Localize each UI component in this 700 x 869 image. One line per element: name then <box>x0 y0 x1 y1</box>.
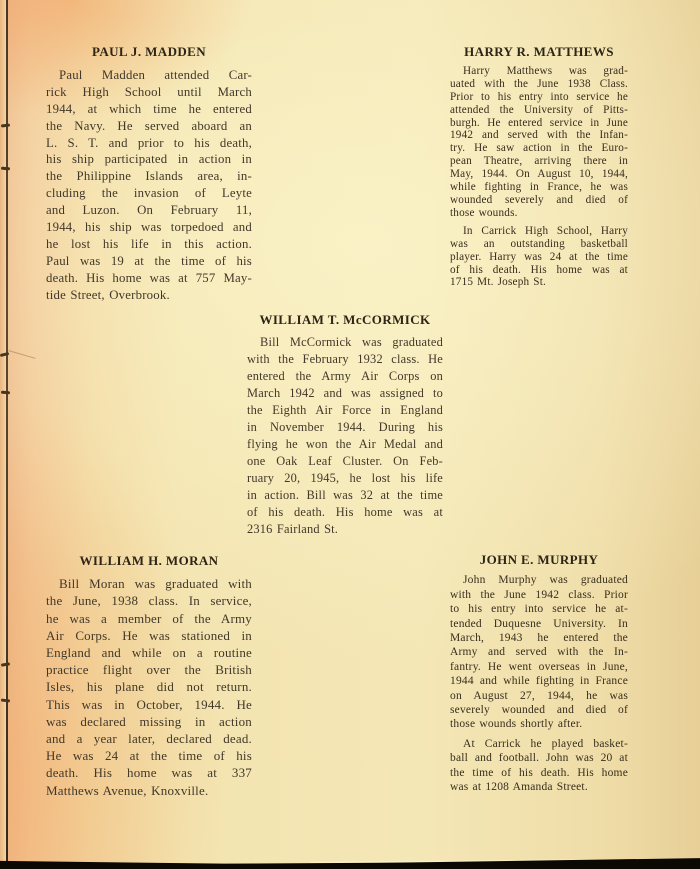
bio-line: fantry. He went overseas in June, <box>450 660 628 673</box>
bio-line: Prior to his entry into service he <box>450 90 628 103</box>
bio-body <box>450 573 628 794</box>
bio-line: cluding the invasion of Leyte <box>46 186 252 201</box>
bio-paragraph <box>450 225 628 290</box>
bio-line: of his death. His home was at <box>450 263 628 276</box>
bio-body <box>46 575 252 799</box>
bio-paragraph <box>450 737 628 795</box>
bio-title: PAUL J. MADDEN <box>91 44 207 59</box>
bio-line: the June, 1938 class. In service, <box>46 593 252 609</box>
bio-line: In Carrick High School, Harry <box>463 224 628 237</box>
stitch-mark <box>1 391 10 395</box>
bio-line: Isles, his plane did not return. <box>46 679 252 695</box>
bio-title: JOHN E. MURPHY <box>479 552 599 567</box>
bio-line: May, 1944. On August 10, 1944, <box>450 168 628 181</box>
bio-paragraph <box>450 65 628 220</box>
bio-line: with the February 1932 class. He <box>247 352 443 366</box>
bio-line: in November 1944. During his <box>247 420 443 434</box>
bio-paragraph <box>247 334 443 538</box>
bio-line: 1942 and served with the Infan- <box>450 129 628 142</box>
bio-line: Air Corps. He was stationed in <box>46 627 252 643</box>
bio-line: try. He saw action in the Euro- <box>450 142 628 155</box>
bio-line: 1715 Mt. Joseph St. <box>450 276 546 289</box>
bio-line: Bill Moran was graduated with <box>59 576 252 592</box>
bio-line: March 1942 and was assigned to <box>247 386 443 400</box>
bio-line: with the June 1942 class. Prior <box>450 588 628 601</box>
bio-line: March, 1943 he entered the <box>450 632 628 645</box>
bio-line: he was a member of the Army <box>46 610 252 626</box>
bio-line: and Luzon. On February 11, <box>46 203 252 218</box>
bio-line: This was in October, 1944. He <box>46 696 252 712</box>
bio-line: burgh. He entered service in June <box>450 116 628 129</box>
bio-line: was declared missing in action <box>46 713 252 729</box>
bio-line: John Murphy was graduated <box>463 574 628 587</box>
bio-line: the Eighth Air Force in England <box>247 403 443 417</box>
bio-line: ball and football. John was 20 at <box>450 752 628 765</box>
bio-line: and a year later, declared dead. <box>46 731 252 747</box>
bio-line: Paul was 19 at the time of his <box>46 253 252 268</box>
bio-line: flying he won the Air Medal and <box>247 437 443 451</box>
bio-line: on August 27, 1944, he was <box>450 689 628 702</box>
bio-title: WILLIAM T. McCORMICK <box>259 312 431 327</box>
bio-line: player. Harry was 24 at the time <box>450 250 628 263</box>
bio-line: tended Duquesne University. In <box>450 617 628 630</box>
bio-line: death. His home was at 337 <box>46 765 252 781</box>
bio-line: his ship participated in action in <box>46 152 252 167</box>
bio-line: while fighting in France, he was <box>450 181 628 194</box>
bio-title: HARRY R. MATTHEWS <box>464 44 614 59</box>
bio-line: 1944, at which time he entered <box>46 101 252 116</box>
bio-line: the Philippine Islands area, in- <box>46 169 252 184</box>
bio-body <box>46 67 252 304</box>
bio-line: entered the Army Air Corps on <box>247 369 443 383</box>
bio-line: to his entry into service he at- <box>450 603 628 616</box>
bio-line: practice flight over the British <box>46 662 252 678</box>
bio-title: WILLIAM H. MORAN <box>79 553 219 568</box>
bio-line: 1944 and while fighting in France <box>450 675 628 688</box>
bio-line: 2316 Fairland St. <box>247 522 339 536</box>
bio-block-madden <box>46 44 252 304</box>
bio-line: ruary 20, 1945, he lost his life <box>247 471 443 485</box>
bio-line: wounded severely and died of <box>450 193 628 206</box>
bio-line: he lost his life in this action. <box>46 236 252 251</box>
bio-line: the Navy. He served aboard an <box>46 118 252 133</box>
bio-body <box>247 334 443 538</box>
bio-line: pean Theatre, arriving there in <box>450 155 628 168</box>
bio-line: those wounds. <box>450 206 518 219</box>
bio-block-murphy <box>450 553 628 795</box>
bio-line: tide Street, Overbrook. <box>46 287 170 302</box>
bio-line: At Carrick he played basket- <box>463 737 628 750</box>
bio-line: Harry Matthews was grad- <box>463 64 628 77</box>
spine-binding-line <box>6 0 8 869</box>
bio-line: one Oak Leaf Cluster. On Feb- <box>247 454 443 468</box>
bio-line: severely wounded and died of <box>450 704 628 717</box>
bio-line: L. S. T. and prior to his death, <box>46 135 252 150</box>
bio-block-moran <box>46 552 252 799</box>
bio-line: Matthews Avenue, Knoxville. <box>46 782 209 798</box>
bio-line: death. His home was at 757 May- <box>46 270 252 285</box>
bio-line: Army and served with the In- <box>450 646 628 659</box>
bio-block-mccormick <box>247 311 443 538</box>
bio-line: of his death. His home was at <box>247 505 443 519</box>
stitch-mark <box>1 123 10 127</box>
paper-crease <box>8 350 35 359</box>
bio-line: was an outstanding basketball <box>450 237 628 250</box>
bio-body <box>450 65 628 289</box>
bio-line: He was 24 at the time of his <box>46 748 252 764</box>
bio-paragraph <box>46 575 252 799</box>
bio-line: was at 1208 Amanda Street. <box>450 781 588 794</box>
bio-line: those wounds shortly after. <box>450 718 583 731</box>
bio-paragraph <box>46 67 252 304</box>
bio-line: uated with the June 1938 Class. <box>450 77 628 90</box>
bio-line: Paul Madden attended Car- <box>59 67 252 82</box>
bio-line: England and while on a routine <box>46 645 252 661</box>
bio-line: rick High School until March <box>46 84 252 99</box>
bio-line: attended the University of Pitts- <box>450 103 628 116</box>
bio-line: in action. Bill was 32 at the time <box>247 488 443 502</box>
bio-line: 1944, his ship was torpedoed and <box>46 220 252 235</box>
bio-block-matthews <box>450 46 628 289</box>
bio-line: Bill McCormick was graduated <box>260 335 443 349</box>
bio-line: the time of his death. His home <box>450 766 628 779</box>
bio-paragraph <box>450 573 628 731</box>
